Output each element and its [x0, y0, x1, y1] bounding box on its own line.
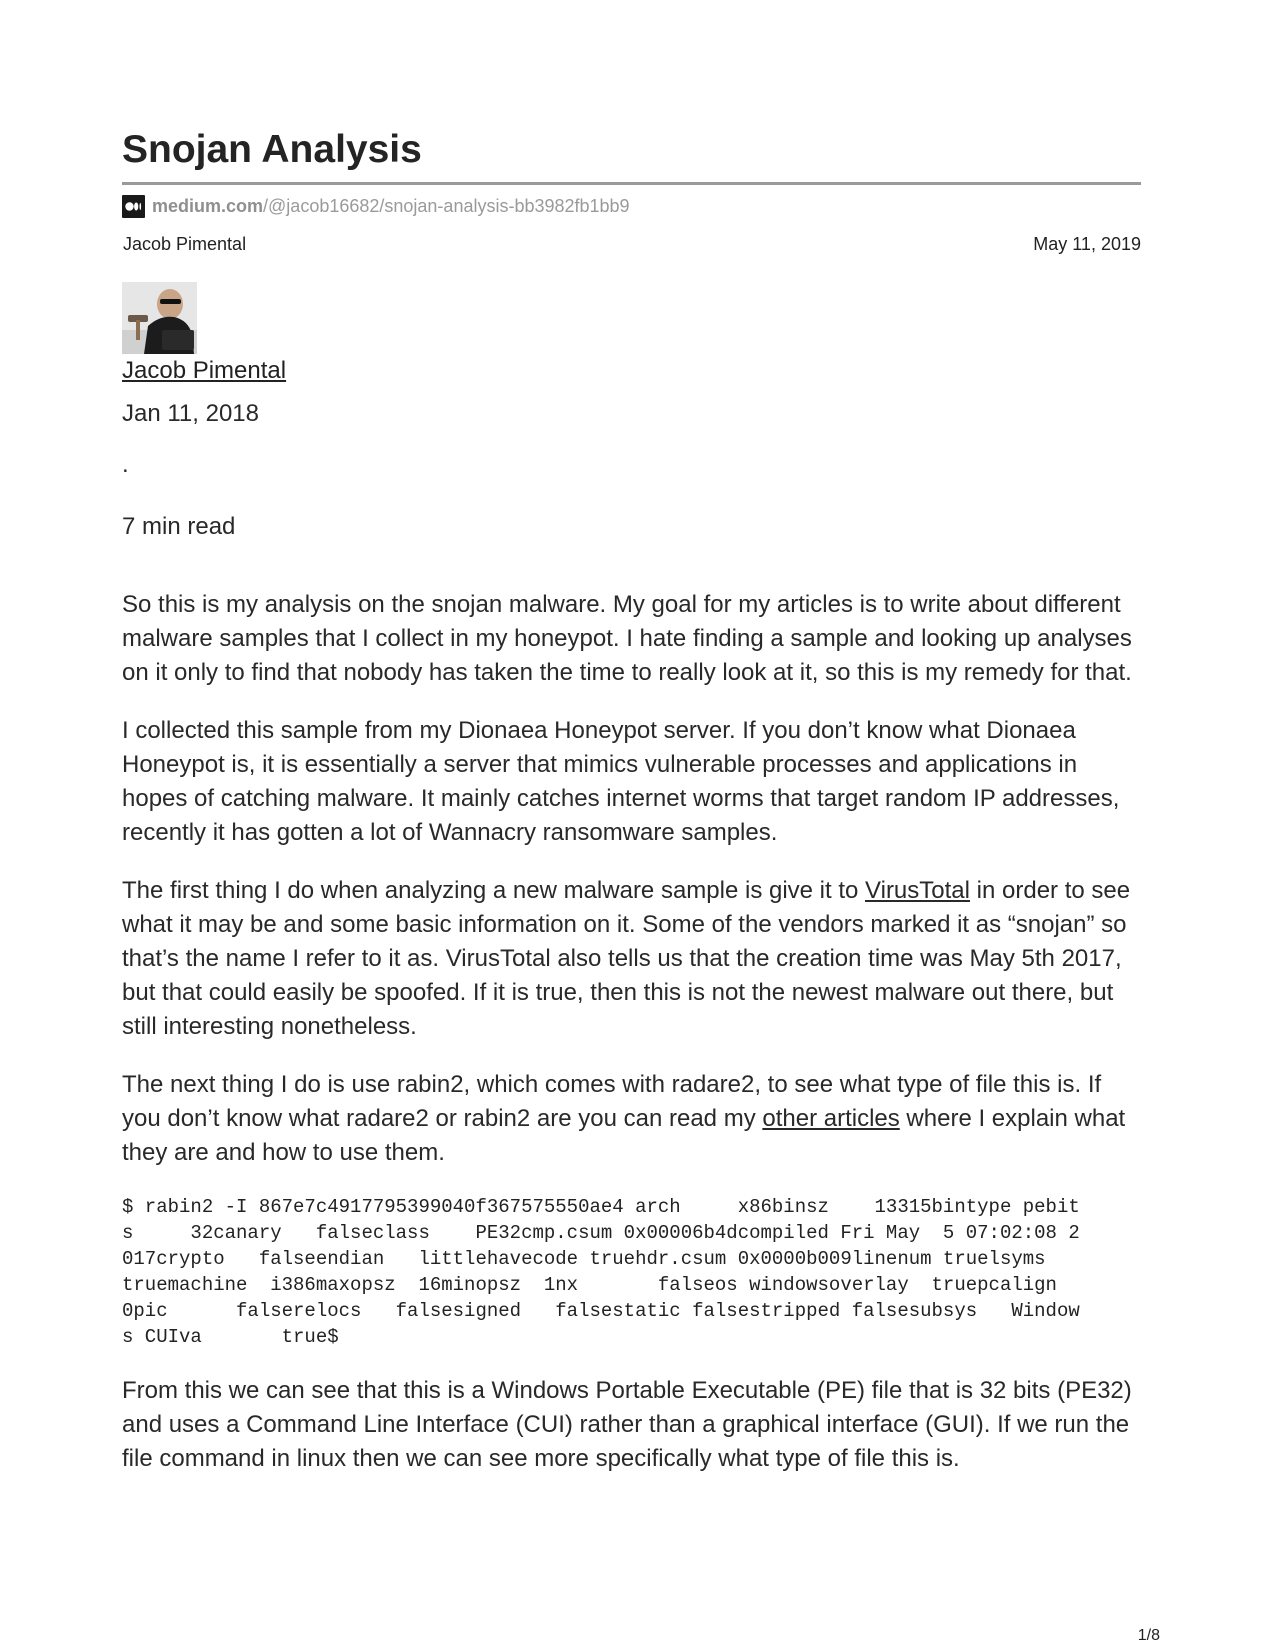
medium-logo-icon [122, 195, 145, 218]
paragraph-text: The first thing I do when analyzing a new malware sample is give it to [122, 877, 866, 904]
paragraph: I collected this sample from my Dionaea Honeypot server. If you don’t know what Dionaea Honeypot is, it is essentially a server that mimics vulnerable processes and applications in hopes of catching malware. It mainly catches internet worms that target random IP addresses, recently it has gotten a lot of Wannacry ransomware samples. [122, 717, 1120, 846]
header-date: May 11, 2019 [1033, 234, 1141, 254]
article-body [122, 588, 1141, 1500]
page-number: 1/8 [1137, 1627, 1160, 1644]
paragraph-text: in order to see what it may be and some basic information on it. Some of the vendors marked it as “snojan” so that’s the name I refer to it as. VirusTotal also tells us that the creation time was May 5th 2017, but that could easily be spoofed. If it is true, then this is not the newest malware out there, but still interesting nonetheless. [122, 877, 1131, 1040]
code-block: $ rabin2 -I 867e7c4917795399040f367575550ae4 arch x86binsz 13315bintype pebits 32canary falseclass PE32cmp.csum 0x00006b4dcompiled Fri May 5 07:02:08 2017crypto falseendian littlehavecode truehdr.csum 0x0000b009linenum truelsyms truemachine i386maxopsz 16minopsz 1nx falseos windowsoverlay truepcalign 0pic falserelocs falsesigned falsestatic falsestripped falsesubsys Windows CUIva true$ [122, 1196, 1092, 1348]
paragraph-text: where I explain what they are and how to use them. [122, 1105, 1126, 1166]
virustotal-link[interactable]: VirusTotal [865, 877, 970, 904]
header-author: Jacob Pimental [123, 234, 247, 254]
paragraph [122, 874, 1141, 1044]
title-divider [122, 182, 1141, 185]
other-articles-link[interactable]: other articles [762, 1105, 900, 1132]
author-link[interactable]: Jacob Pimental [122, 357, 287, 384]
source-domain: medium.com [152, 195, 264, 216]
publish-date: Jan 11, 2018 [122, 400, 260, 427]
source-url[interactable] [122, 194, 630, 218]
paragraph-text: The next thing I do is use rabin2, which comes with radare2, to see what type of file this is. If you don’t know what radare2 or rabin2 are you can read my [122, 1071, 1102, 1132]
source-path: /@jacob16682/snojan-analysis-bb3982fb1bb9 [263, 195, 630, 216]
paragraph: From this we can see that this is a Windows Portable Executable (PE) file that is 32 bits (PE32) and uses a Command Line Interface (CUI) rather than a graphical interface (GUI). If we run the file command in linux then we can see more specifically what type of file this is. [122, 1377, 1132, 1472]
paragraph [122, 1068, 1141, 1170]
meta-separator: . [122, 451, 129, 478]
read-time: 7 min read [122, 513, 236, 540]
author-avatar[interactable] [122, 282, 197, 354]
article-title: Snojan Analysis [122, 128, 422, 171]
paragraph: So this is my analysis on the snojan malware. My goal for my articles is to write about different malware samples that I collect in my honeypot. I hate finding a sample and looking up analyses on it only to find that nobody has taken the time to really look at it, so this is my remedy for that. [122, 591, 1132, 686]
